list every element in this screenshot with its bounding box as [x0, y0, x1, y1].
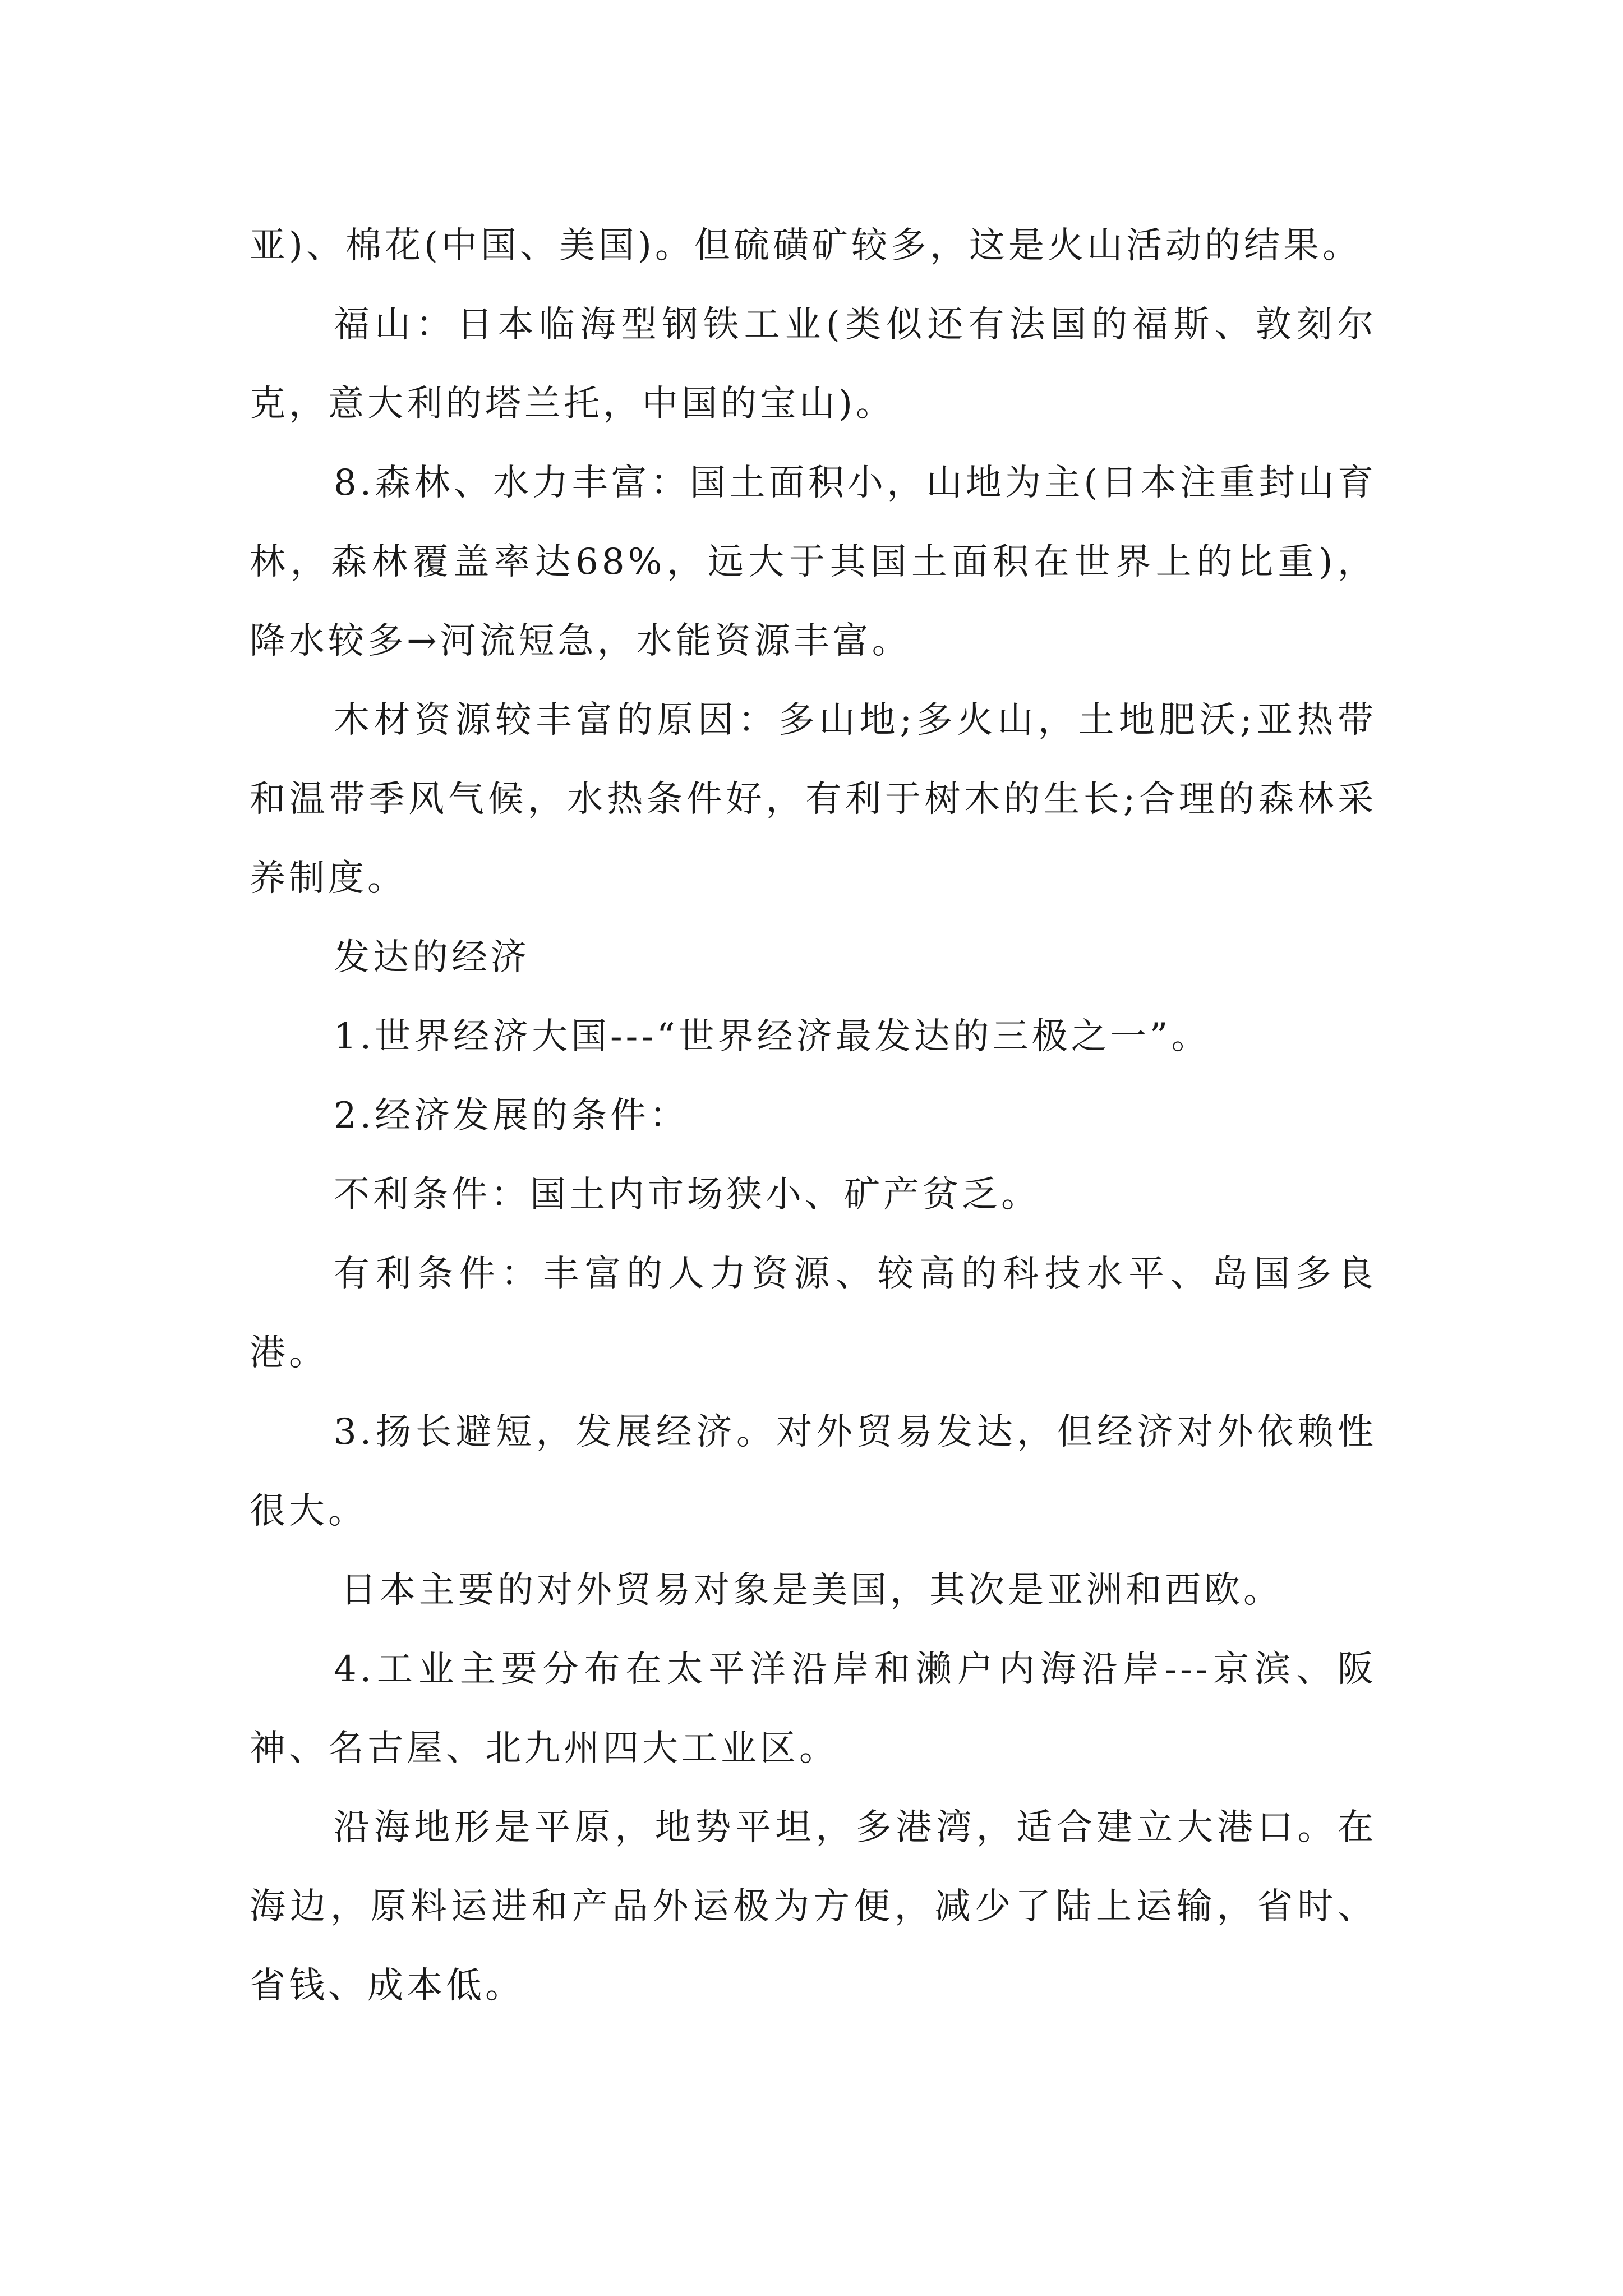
paragraph-trade-partners: 日本主要的对外贸易对象是美国，其次是亚洲和西欧。 — [340, 1570, 1283, 1611]
section-heading-developed-economy: 发达的经济 — [334, 937, 530, 978]
paragraph-forest-water-resources: 8.森林、水力丰富：国土面积小，山地为主(日本注重封山育林，森林覆盖率达68%，远大于其国土面积在世界上的比重)，降水较多→河流短急，水能资源丰富。 — [250, 462, 1377, 662]
paragraph-development-conditions: 2.经济发展的条件： — [334, 1095, 689, 1137]
paragraph-trade-dependence: 3.扬长避短，发展经济。对外贸易发达，但经济对外依赖性很大。 — [250, 1411, 1377, 1532]
paragraph-fukuyama-steel: 福山：日本临海型钢铁工业(类似还有法国的福斯、敦刻尔克，意大利的塔兰托，中国的宝山)。 — [250, 304, 1377, 425]
paragraph-timber-reasons: 木材资源较丰富的原因：多山地;多火山，土地肥沃;亚热带和温带季风气候，水热条件好，有利于树木的生长;合理的森林采养制度。 — [250, 700, 1377, 899]
paragraph-economic-power: 1.世界经济大国---“世界经济最发达的三极之一”。 — [334, 1016, 1211, 1057]
paragraph-coastal-advantages: 沿海地形是平原，地势平坦，多港湾，适合建立大港口。在海边，原料运进和产品外运极为方便，减少了陆上运输，省时、省钱、成本低。 — [250, 1807, 1377, 2007]
paragraph-continuation-cotton-sulfur: 亚)、棉花(中国、美国)。但硫磺矿较多，这是火山活动的结果。 — [250, 225, 1362, 266]
paragraph-unfavorable-conditions: 不利条件：国土内市场狭小、矿产贫乏。 — [334, 1174, 1040, 1216]
paragraph-industrial-distribution: 4.工业主要分布在太平洋沿岸和濑户内海沿岸---京滨、阪神、名古屋、北九州四大工业区。 — [250, 1649, 1377, 1769]
document-page — [250, 206, 1377, 2026]
paragraph-favorable-conditions: 有利条件：丰富的人力资源、较高的科技水平、岛国多良港。 — [250, 1253, 1377, 1374]
